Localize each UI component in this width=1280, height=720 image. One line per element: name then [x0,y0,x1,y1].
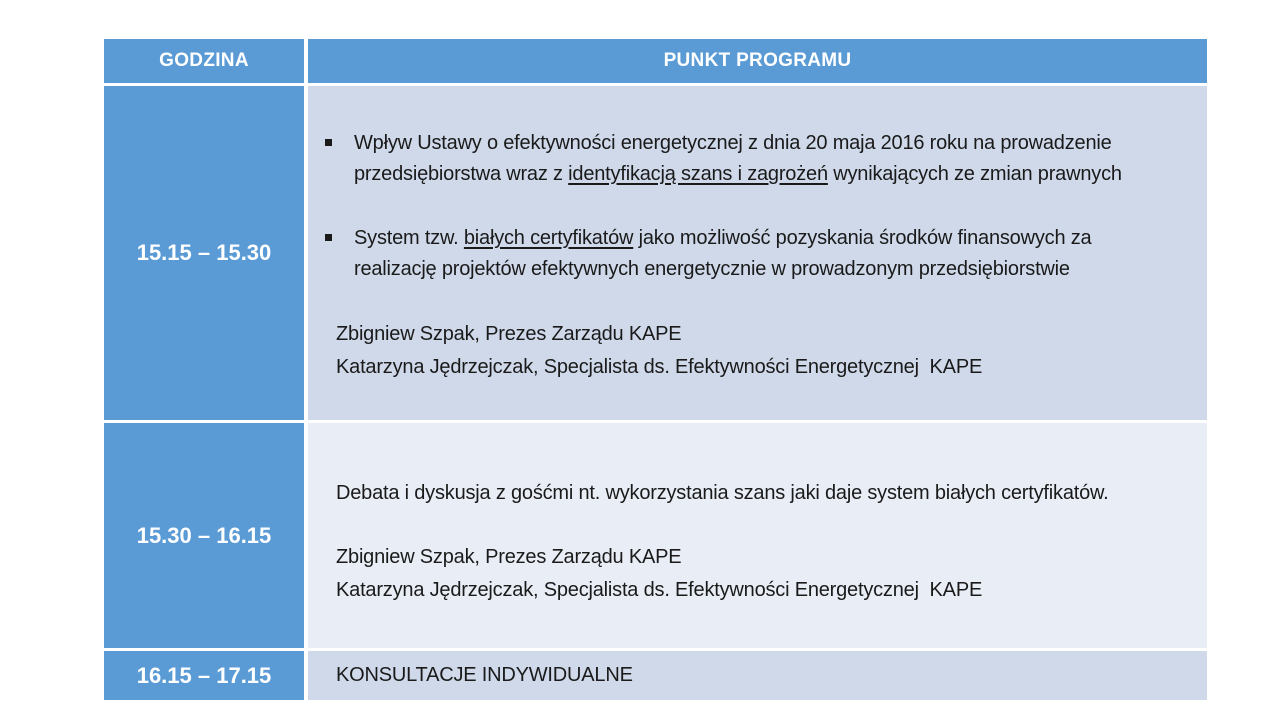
time-label-row-1: 15.15 – 15.30 [136,240,272,265]
content-cell-row-3 [308,651,1207,700]
text-line: System tzw. białych certyfikatów jako możliwość pozyskania środków finansowych za [354,227,1092,249]
time-label-row-3: 16.15 – 17.15 [136,662,272,688]
schedule-row-3 [104,648,1207,700]
text-line: Wpływ Ustawy o efektywności energetycznej z dnia 20 maja 2016 roku na prowadzenie [354,132,1112,154]
bullet-item-1 [325,128,1189,190]
header-godzina-label: GODZINA [159,50,249,71]
time-cell-row-2 [104,423,308,648]
agenda-table [104,39,1207,700]
header-punkt-programu-label: PUNKT PROGRAMU [663,50,852,71]
table-header-row [104,39,1207,83]
bullet-item-2 [325,223,1189,285]
content-cell-row-2 [308,423,1207,648]
time-cell-row-1 [104,86,308,420]
text-line: realizację projektów efektywnych energetycznie w prowadzonym przedsiębiorstwie [354,258,1070,280]
speaker-line: Zbigniew Szpak, Prezes Zarządu KAPE [336,323,682,345]
bullet-square-icon [325,139,332,146]
time-label-row-2: 15.30 – 16.15 [136,522,272,548]
speakers-row-2 [336,541,1189,607]
header-cell-punkt-programu [308,39,1207,83]
content-cell-row-1 [308,86,1207,420]
header-cell-godzina [104,39,308,83]
speaker-line: Zbigniew Szpak, Prezes Zarządu KAPE [336,546,682,568]
schedule-row-1 [104,83,1207,420]
speakers-row-1 [336,318,1189,384]
speaker-line: Katarzyna Jędrzejczak, Specjalista ds. Efektywności Energetycznej KAPE [336,579,983,601]
bullet-text-2 [354,223,1091,285]
speaker-line: Katarzyna Jędrzejczak, Specjalista ds. Efektywności Energetycznej KAPE [336,356,983,378]
schedule-row-2 [104,420,1207,648]
text-line: przedsiębiorstwa wraz z identyfikacją szans i zagrożeń wynikających ze zmian prawnych [354,163,1122,185]
description-row-2: Debata i dyskusja z gośćmi nt. wykorzystania szans jaki daje system białych certyfikatów. [336,482,1109,504]
time-cell-row-3 [104,651,308,700]
bullet-square-icon [325,234,332,241]
consultations-label: KONSULTACJE INDYWIDUALNE [336,664,633,686]
bullet-text-1 [354,128,1122,190]
